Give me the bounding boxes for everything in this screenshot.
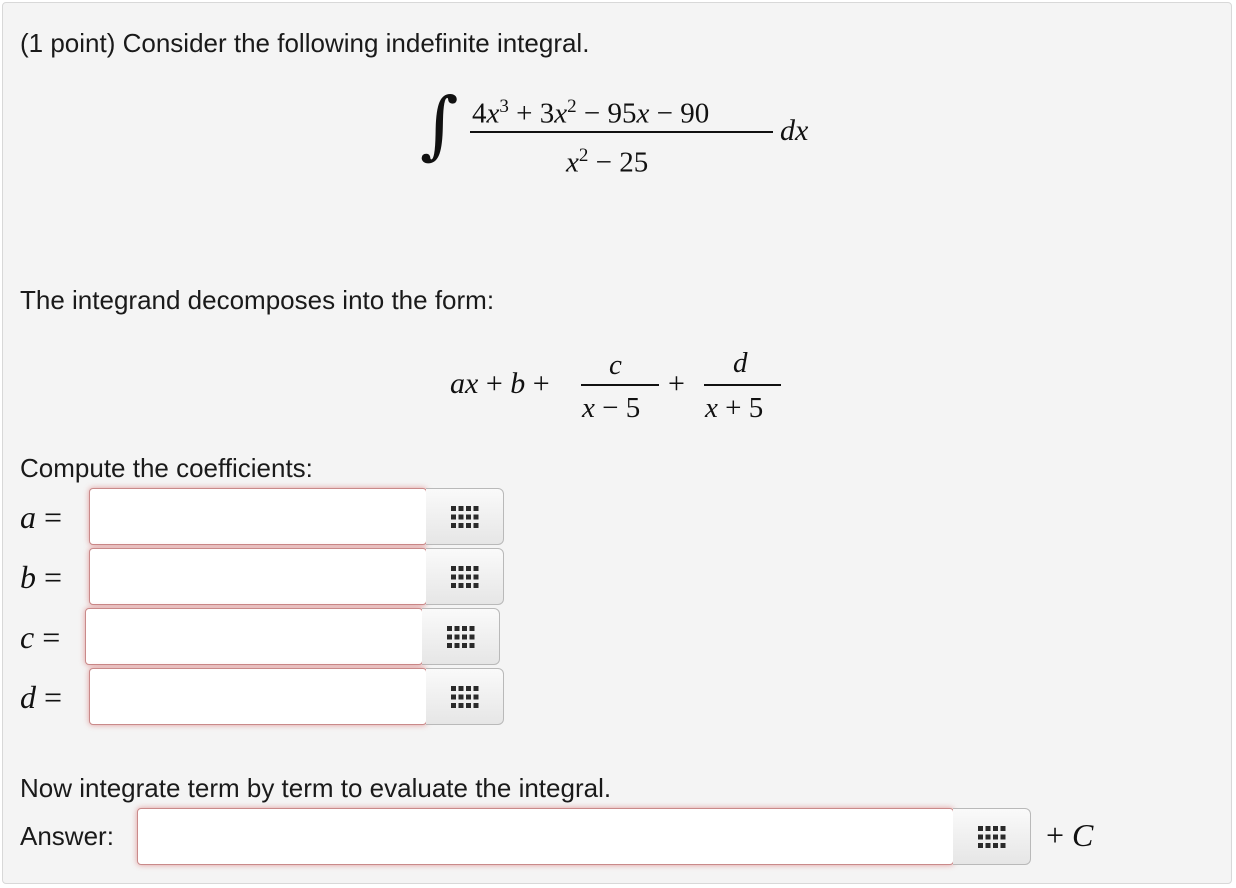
coefficient-c-input[interactable] bbox=[85, 608, 423, 665]
coefficient-c-label: c = bbox=[20, 619, 61, 655]
coefficient-a-label: a = bbox=[20, 499, 63, 535]
integral-sign: ∫ bbox=[420, 82, 459, 168]
equation-palette-grid-icon bbox=[978, 826, 1006, 848]
form-polynomial-part: ax + b + bbox=[450, 367, 550, 400]
answer-palette-button[interactable] bbox=[953, 808, 1031, 865]
integrand-numerator: $4x^3 + 3x^2 - 95x - 90$ bbox=[472, 96, 710, 130]
coefficient-d-palette-button[interactable] bbox=[426, 668, 504, 725]
equation-palette-grid-icon bbox=[451, 566, 479, 588]
coefficient-c-palette-button[interactable] bbox=[422, 608, 500, 665]
coefficient-d-label: d = bbox=[20, 679, 63, 715]
problem-container bbox=[2, 2, 1232, 884]
integrand-differential: dx bbox=[780, 114, 809, 147]
integrate-text: Now integrate term by term to evaluate the integral. bbox=[20, 773, 612, 803]
coefficient-b-input[interactable] bbox=[89, 548, 427, 605]
equation-palette-grid-icon bbox=[451, 686, 479, 708]
coefficient-b-palette-button[interactable] bbox=[426, 548, 504, 605]
equation-palette-grid-icon bbox=[447, 626, 475, 648]
decompose-text: The integrand decomposes into the form: bbox=[20, 285, 495, 315]
integrand-fraction-bar bbox=[470, 131, 773, 133]
answer-input[interactable] bbox=[137, 808, 954, 865]
form-fraction2-denominator: x + 5 bbox=[705, 392, 764, 424]
form-fraction1-numerator: c bbox=[609, 349, 622, 381]
coefficient-b-label: b = bbox=[20, 559, 63, 595]
equation-palette-grid-icon bbox=[451, 506, 479, 528]
coefficient-a-palette-button[interactable] bbox=[426, 488, 504, 545]
constant-of-integration: + C bbox=[1046, 817, 1094, 853]
form-plus: + bbox=[668, 367, 685, 400]
integrand-denominator: $x^2 - 25$ bbox=[566, 145, 649, 179]
form-fraction2-bar bbox=[704, 384, 781, 386]
coefficient-d-input[interactable] bbox=[89, 668, 427, 725]
form-fraction1-bar bbox=[581, 384, 659, 386]
answer-label: Answer: bbox=[20, 821, 114, 851]
coefficient-a-input[interactable] bbox=[89, 488, 427, 545]
form-fraction1-denominator: x − 5 bbox=[582, 392, 641, 424]
compute-text: Compute the coefficients: bbox=[20, 453, 313, 483]
form-fraction2-numerator: d bbox=[733, 347, 748, 379]
problem-intro: (1 point) Consider the following indefinite integral. bbox=[20, 28, 590, 58]
